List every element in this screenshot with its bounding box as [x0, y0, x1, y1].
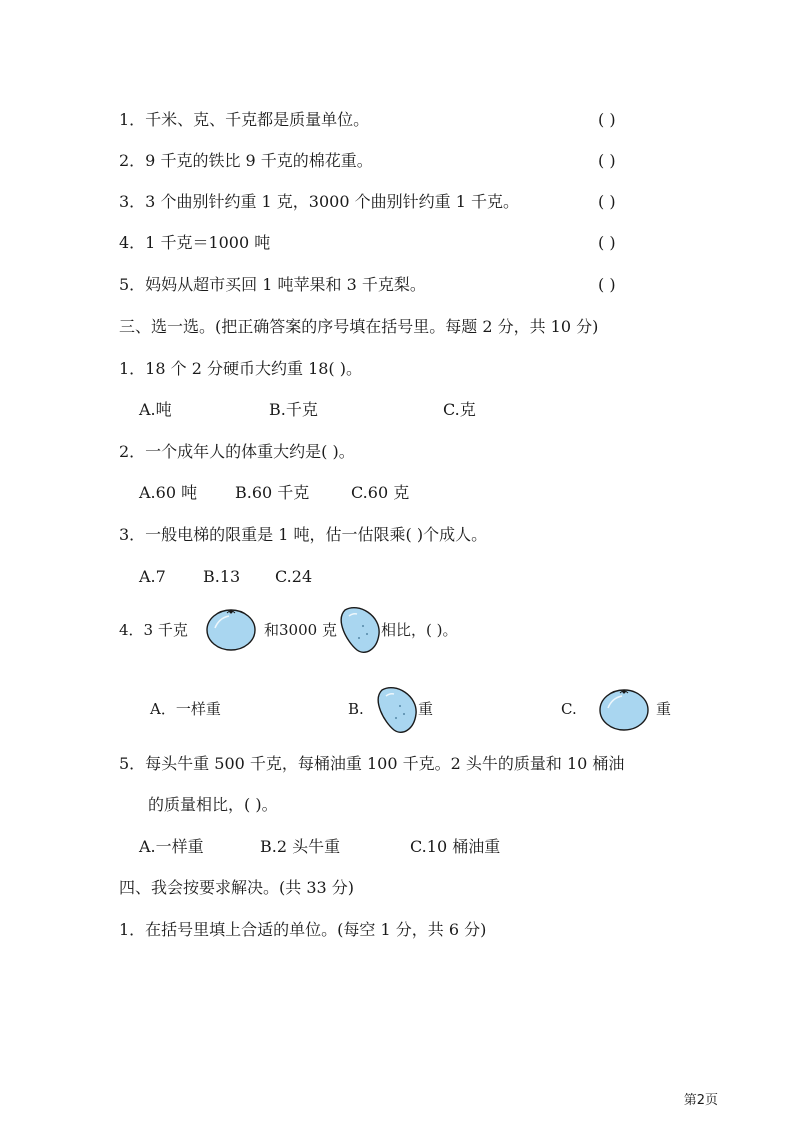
judge-item-2: 2．9 千克的铁比 9 千克的棉花重。 — [119, 151, 373, 170]
judge-item-4: 4．1 千克＝1000 吨 — [119, 233, 271, 252]
judge-item-1: 1．千米、克、千克都是质量单位。 — [119, 110, 370, 129]
choice-q3-option-a[interactable]: A.7 — [139, 567, 166, 586]
choice-q2-option-a[interactable]: A.60 吨 — [139, 483, 198, 502]
mango-icon — [374, 684, 420, 736]
choice-q2-text: 2．一个成年人的体重大约是( )。 — [119, 442, 355, 461]
orange-icon — [205, 606, 257, 652]
choice-q2-option-c[interactable]: C.60 克 — [351, 483, 410, 502]
choice-q5-option-b[interactable]: B.2 头牛重 — [260, 837, 341, 856]
choice-q5-option-a[interactable]: A.一样重 — [139, 837, 204, 856]
choice-q1-option-c[interactable]: C.克 — [443, 400, 476, 419]
mango-icon — [337, 604, 383, 656]
judge-answer-blank-3[interactable]: ( ) — [598, 192, 616, 211]
choice-q1-option-b[interactable]: B.千克 — [269, 400, 318, 419]
choice-q4-option-b-suffix: 重 — [418, 700, 434, 718]
choice-q3-option-b[interactable]: B.13 — [203, 567, 241, 586]
choice-q5-line-2: 的质量相比，( )。 — [148, 795, 278, 814]
judge-answer-blank-4[interactable]: ( ) — [598, 233, 616, 252]
choice-q5-line-1: 5．每头牛重 500 千克，每桶油重 100 千克。2 头牛的质量和 10 桶油 — [119, 754, 625, 773]
judge-answer-blank-5[interactable]: ( ) — [598, 275, 616, 294]
choice-q2-option-b[interactable]: B.60 千克 — [235, 483, 310, 502]
choice-q1-option-a[interactable]: A.吨 — [139, 400, 172, 419]
judge-answer-blank-1[interactable]: ( ) — [598, 110, 616, 129]
judge-item-3: 3．3 个曲别针约重 1 克，3000 个曲别针约重 1 千克。 — [119, 192, 519, 211]
choice-q3-option-c[interactable]: C.24 — [275, 567, 313, 586]
choice-q1-text: 1．18 个 2 分硬币大约重 18( )。 — [119, 359, 362, 378]
choice-q3-text: 3．一般电梯的限重是 1 吨，估一估限乘( )个成人。 — [119, 525, 488, 544]
choice-q4-option-c-label[interactable]: C. — [561, 700, 577, 718]
section-4-heading: 四、我会按要求解决。(共 33 分) — [119, 878, 355, 897]
page-number: 第2页 — [683, 1093, 718, 1108]
choice-q4-middle: 和3000 克 — [264, 621, 337, 639]
choice-q4-option-b-label[interactable]: B. — [348, 700, 364, 718]
choice-q4-option-a[interactable]: A．一样重 — [150, 700, 221, 718]
choice-q4-prefix: 4．3 千克 — [119, 621, 188, 639]
choice-q4-option-c-suffix: 重 — [656, 700, 672, 718]
choice-q4-suffix: 相比，( )。 — [381, 621, 458, 639]
orange-icon — [598, 686, 650, 732]
section-3-heading: 三、选一选。(把正确答案的序号填在括号里。每题 2 分，共 10 分) — [119, 317, 599, 336]
choice-q5-option-c[interactable]: C.10 桶油重 — [410, 837, 501, 856]
judge-item-5: 5．妈妈从超市买回 1 吨苹果和 3 千克梨。 — [119, 275, 426, 294]
judge-answer-blank-2[interactable]: ( ) — [598, 151, 616, 170]
section-4-q1-text: 1．在括号里填上合适的单位。(每空 1 分，共 6 分) — [119, 920, 487, 939]
